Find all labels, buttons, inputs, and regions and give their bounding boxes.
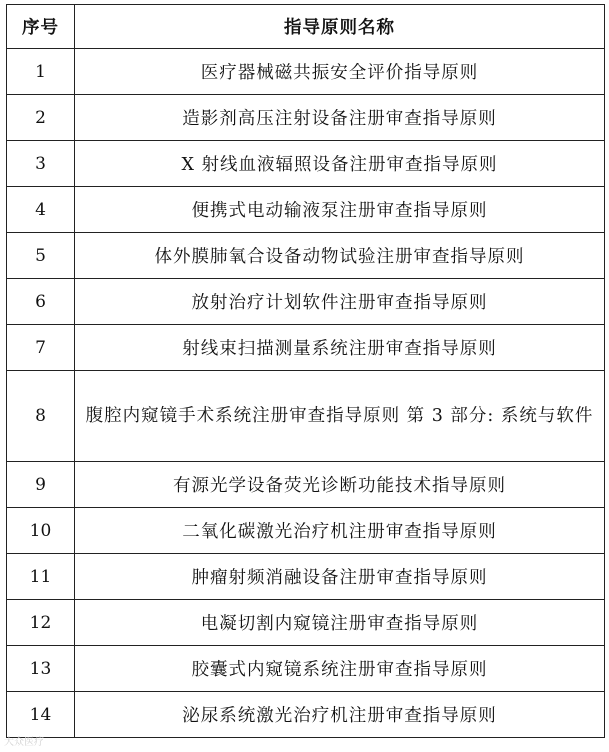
- table-row: [7, 233, 605, 279]
- table-row: [7, 95, 605, 141]
- header-number: 序号: [7, 5, 75, 49]
- row-name: 造影剂高压注射设备注册审查指导原则: [75, 95, 605, 141]
- row-number: 5: [7, 233, 75, 279]
- table-row: [7, 554, 605, 600]
- row-number: 13: [7, 646, 75, 692]
- row-number: 10: [7, 508, 75, 554]
- row-name: 胶囊式内窥镜系统注册审查指导原则: [75, 646, 605, 692]
- table-row: [7, 508, 605, 554]
- row-number: 3: [7, 141, 75, 187]
- row-name: 射线束扫描测量系统注册审查指导原则: [75, 325, 605, 371]
- table-row: [7, 49, 605, 95]
- row-name: 医疗器械磁共振安全评价指导原则: [75, 49, 605, 95]
- row-name: 体外膜肺氧合设备动物试验注册审查指导原则: [75, 233, 605, 279]
- table-row: [7, 600, 605, 646]
- table-row: [7, 646, 605, 692]
- row-number: 2: [7, 95, 75, 141]
- row-name: 泌尿系统激光治疗机注册审查指导原则: [75, 692, 605, 738]
- row-number: 4: [7, 187, 75, 233]
- table-row: [7, 371, 605, 462]
- header-row: [7, 5, 605, 49]
- row-name: 放射治疗计划软件注册审查指导原则: [75, 279, 605, 325]
- guidelines-table: [6, 4, 605, 738]
- header-name: 指导原则名称: [75, 5, 605, 49]
- row-name: 便携式电动输液泵注册审查指导原则: [75, 187, 605, 233]
- row-number: 6: [7, 279, 75, 325]
- row-number: 8: [7, 371, 75, 462]
- row-number: 14: [7, 692, 75, 738]
- row-name: 有源光学设备荧光诊断功能技术指导原则: [75, 462, 605, 508]
- row-number: 7: [7, 325, 75, 371]
- row-name: 二氧化碳激光治疗机注册审查指导原则: [75, 508, 605, 554]
- row-name: 腹腔内窥镜手术系统注册审查指导原则 第 3 部分: 系统与软件: [75, 371, 605, 462]
- table-row: [7, 692, 605, 738]
- row-name: X 射线血液辐照设备注册审查指导原则: [75, 141, 605, 187]
- watermark: 大众医疗: [4, 737, 44, 748]
- table-row: [7, 141, 605, 187]
- row-name: 电凝切割内窥镜注册审查指导原则: [75, 600, 605, 646]
- row-number: 12: [7, 600, 75, 646]
- row-number: 1: [7, 49, 75, 95]
- table-row: [7, 279, 605, 325]
- table-row: [7, 462, 605, 508]
- table-row: [7, 187, 605, 233]
- row-name: 肿瘤射频消融设备注册审查指导原则: [75, 554, 605, 600]
- row-number: 11: [7, 554, 75, 600]
- row-number: 9: [7, 462, 75, 508]
- table-row: [7, 325, 605, 371]
